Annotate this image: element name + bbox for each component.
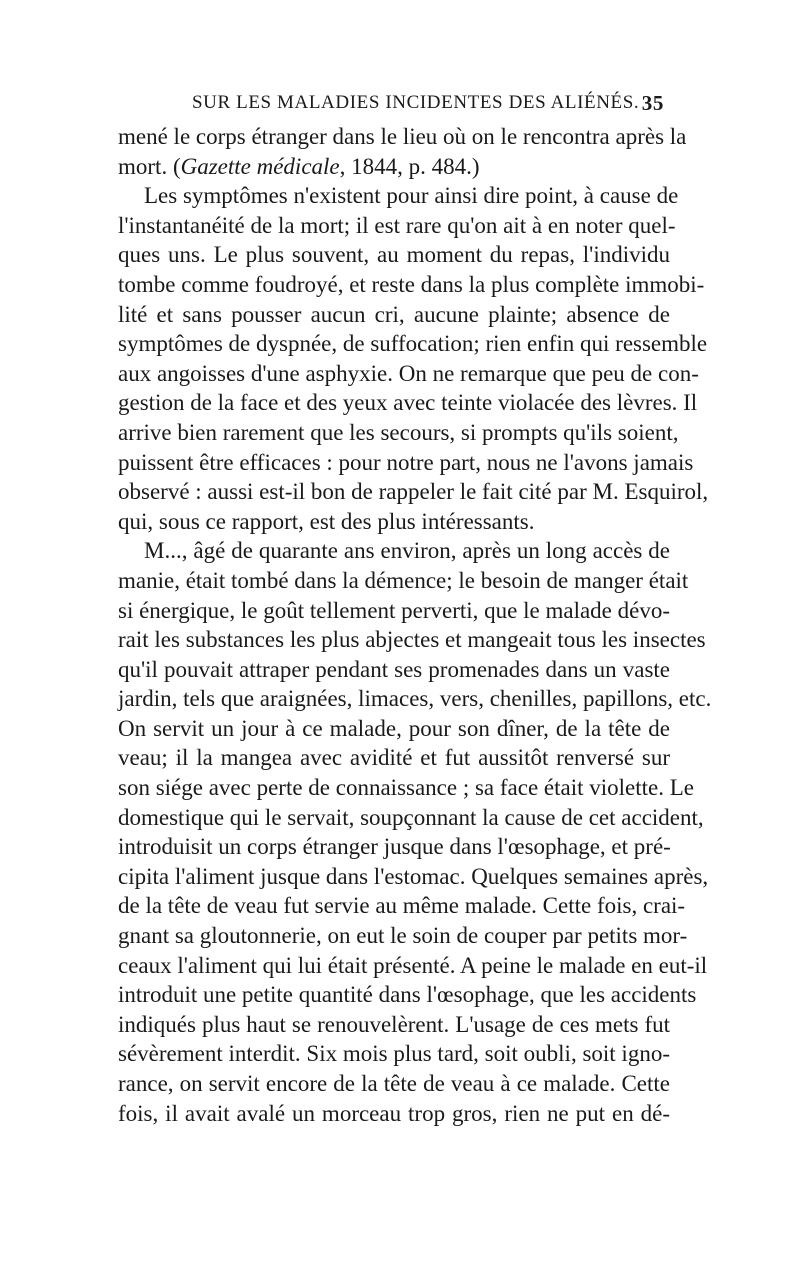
text-line: si énergique, le goût tellement perverti, que le malade dévo-	[118, 597, 671, 623]
text-line: fois, il avait avalé un morceau trop gros, rien ne put en dé-	[118, 1100, 670, 1126]
text-line: ques uns. Le plus souvent, au moment du repas, l'individu	[118, 242, 670, 268]
text-line: veau; il la mangea avec avidité et fut aussitôt renversé sur	[118, 745, 670, 771]
text-line: Les symptômes n'existent pour ainsi dire point, à cause de	[144, 183, 679, 209]
text-line: domestique qui le servait, soupçonnant la cause de cet accident,	[118, 804, 704, 830]
text-line: arrive bien rarement que les secours, si prompts qu'ils soient,	[118, 419, 679, 445]
text-line: cipita l'aliment jusque dans l'estomac. Quelques semaines après,	[118, 863, 709, 889]
text-line: tombe comme foudroyé, et reste dans la plus complète immobi-	[118, 271, 705, 297]
text-line: puissent être efficaces : pour notre part, nous ne l'avons jamais	[118, 449, 694, 475]
journal-title: Gazette médicale	[180, 153, 340, 179]
text-line: rait les substances les plus abjectes et mangeait tous les insectes	[118, 627, 706, 653]
text-line: son siége avec perte de connaissance ; sa face était violette. Le	[118, 775, 694, 801]
text-line: indiqués plus haut se renouvelèrent. L'usage de ces mets fut	[118, 1011, 670, 1037]
text-line: introduit une petite quantité dans l'œsophage, que les accidents	[118, 982, 697, 1008]
text-line: lité et sans pousser aucun cri, aucune plainte; absence de	[118, 301, 670, 327]
text-line: observé : aussi est-il bon de rappeler le fait cité par M. Esquirol,	[118, 479, 709, 505]
text-line: gestion de la face et des yeux avec teinte violacée des lèvres. Il	[118, 390, 698, 416]
text-line: sévèrement interdit. Six mois plus tard, soit oubli, soit igno-	[118, 1041, 670, 1067]
running-head-title: SUR LES MALADIES INCIDENTES DES ALIÉNÉS.	[192, 92, 640, 113]
text-line: ceaux l'aliment qui lui était présenté. A peine le malade en eut-il	[118, 952, 708, 978]
text-line: On servit un jour à ce malade, pour son dîner, de la tête de	[118, 715, 670, 741]
text-line: mené le corps étranger dans le lieu où on le rencontra après la	[118, 124, 687, 149]
body-text	[118, 122, 712, 1128]
text-line: aux angoisses d'une asphyxie. On ne remarque que peu de con-	[118, 360, 699, 386]
text-line: qu'il pouvait attraper pendant ses promenades dans un vaste	[118, 656, 670, 682]
text-line: symptômes de dyspnée, de suffocation; rien enfin qui ressemble	[118, 331, 708, 357]
text-line: M..., âgé de quarante ans environ, après un long accès de	[144, 538, 670, 564]
text-line: rance, on servit encore de la tête de veau à ce malade. Cette	[118, 1071, 670, 1096]
text-line: qui, sous ce rapport, est des plus intéressants.	[118, 508, 535, 534]
text-line: manie, était tombé dans la démence; le besoin de manger était	[118, 567, 689, 593]
text-line: mort. (Gazette médicale, 1844, p. 484.)	[118, 153, 480, 179]
text-line: jardin, tels que araignées, limaces, vers, chenilles, papillons, etc.	[118, 686, 712, 712]
text-line: gnant sa gloutonnerie, on eut le soin de couper par petits mor-	[118, 923, 688, 949]
page-number: 35	[641, 91, 664, 115]
running-head	[192, 88, 664, 118]
text-line: l'instantanéité de la mort; il est rare qu'on ait à en noter quel-	[118, 212, 676, 238]
text-line: introduisit un corps étranger jusque dans l'œsophage, et pré-	[118, 834, 671, 860]
text-line: de la tête de veau fut servie au même malade. Cette fois, crai-	[118, 893, 686, 919]
